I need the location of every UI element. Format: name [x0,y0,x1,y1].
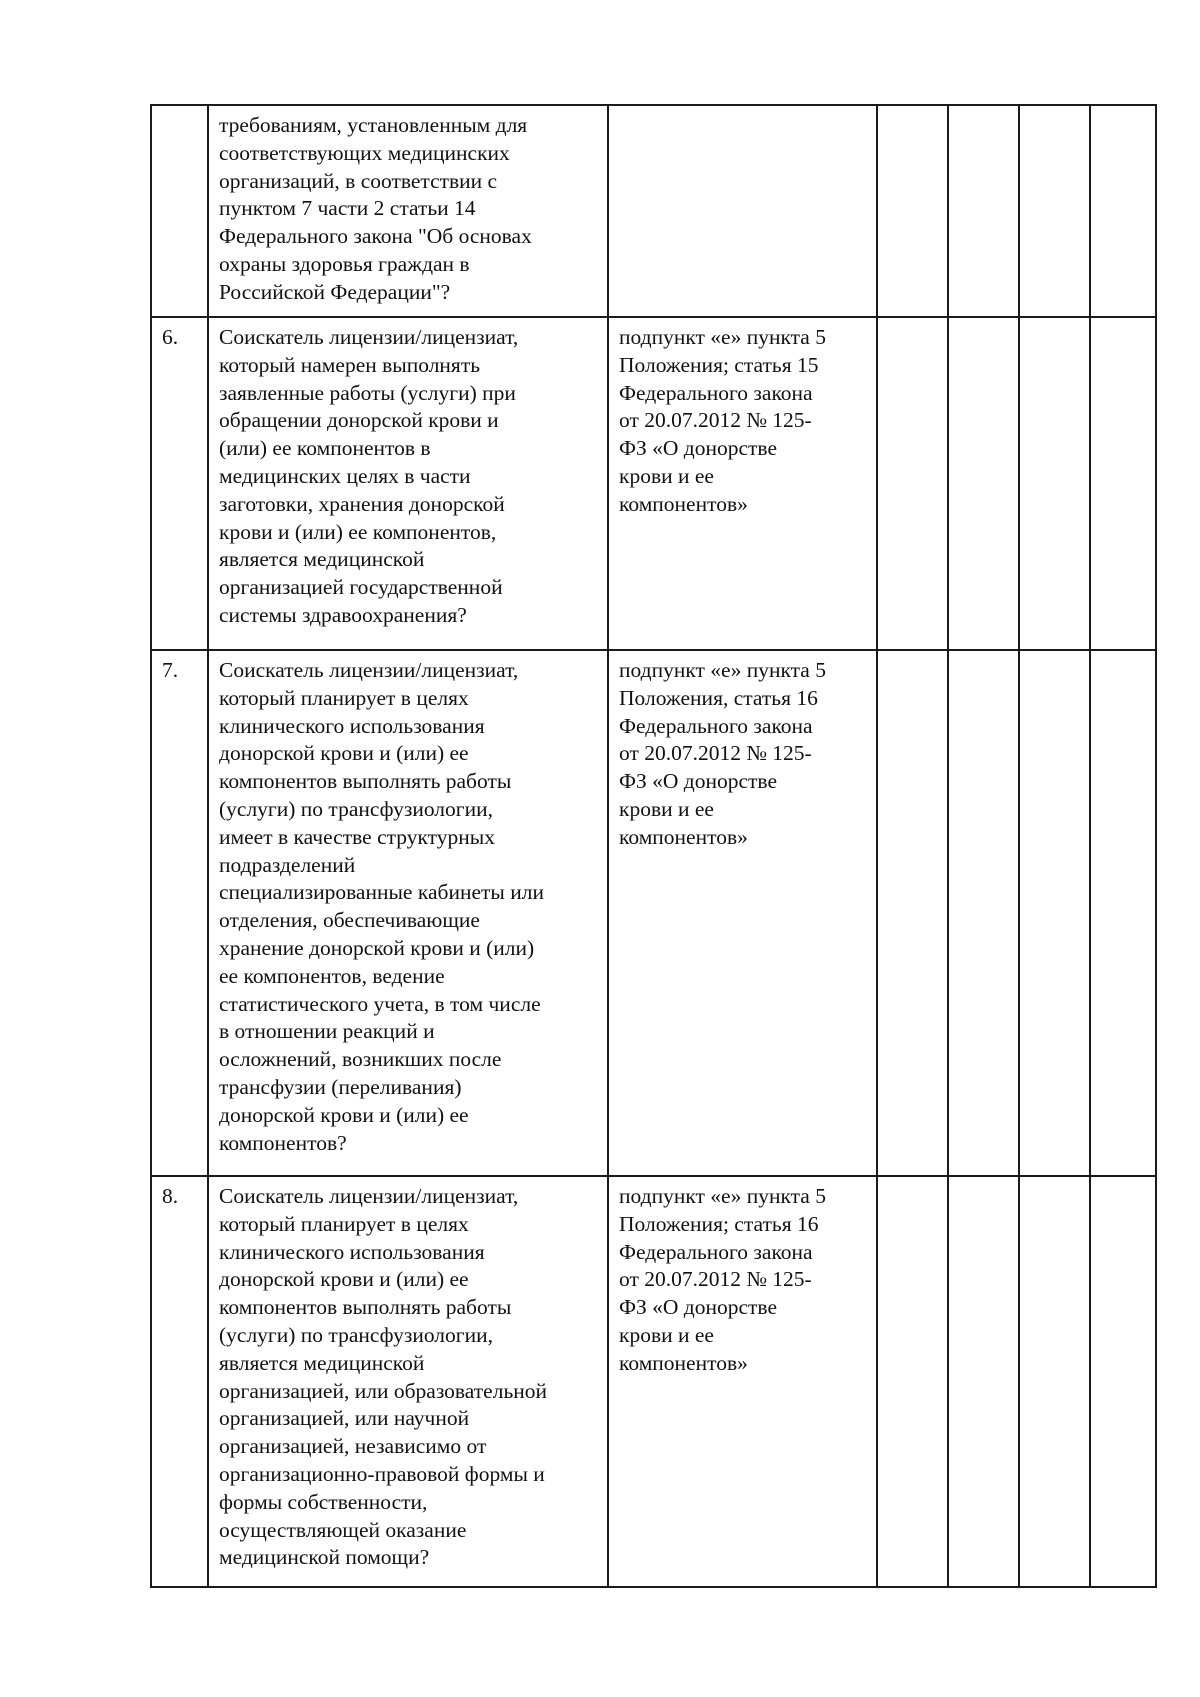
question-text-line: организаций, в соответствии с [219,168,498,193]
legal-basis-text-line: Положения; статья 15 [619,352,819,377]
table-row [151,650,1156,1176]
legal-basis-text-line: от 20.07.2012 № 125- [619,408,812,433]
table-row [151,105,1156,317]
question-text-line: трансфузии (переливания) [219,1074,462,1099]
legal-basis-cell [608,105,877,317]
answer-cell [1019,105,1090,317]
question-text-line: компонентов? [219,1130,347,1155]
question-text-line: является медицинской [219,547,425,572]
legal-basis-text-line: Положения; статья 16 [619,1211,819,1236]
question-text-line: (услуги) по трансфузиологии, [219,1322,493,1347]
legal-basis-text-line: компонентов» [619,491,748,516]
question-text-line: клинического использования [219,713,485,738]
answer-cell [877,317,948,650]
answer-cell [1019,1176,1090,1587]
table-row [151,317,1156,650]
question-text-line: заготовки, хранения донорской [219,491,505,516]
question-text-line: (услуги) по трансфузиологии, [219,796,493,821]
legal-basis-cell [608,1176,877,1587]
question-text-line: соответствующих медицинских [219,140,510,165]
question-text-line: организационно-правовой формы и [219,1461,545,1486]
answer-cell [1019,317,1090,650]
legal-basis-text-line: от 20.07.2012 № 125- [619,1267,812,1292]
question-cell [208,317,608,650]
row-number-cell [151,650,208,1176]
question-text-line: требованиям, установленным для [219,113,528,137]
answer-cell [1090,1176,1156,1587]
row-number: 8. [162,1184,179,1208]
answer-cell [948,105,1019,317]
question-text-line: организацией, или образовательной [219,1378,548,1403]
question-text-line: охраны здоровья граждан в [219,251,470,276]
answer-cell [948,317,1019,650]
answer-cell [1090,650,1156,1176]
legal-basis-text-line: Федерального закона [619,380,813,405]
answer-cell [948,650,1019,1176]
legal-basis-cell [608,317,877,650]
question-text-line: донорской крови и (или) ее [219,741,469,766]
question-text-line: Соискатель лицензии/лицензиат, [219,658,519,682]
question-text-line: медицинской помощи? [219,1545,430,1570]
question-text-line: пунктом 7 части 2 статьи 14 [219,196,476,221]
question-text-line: обращении донорской крови и [219,408,499,433]
question-text-line: организацией, независимо от [219,1434,487,1459]
question-text-line: донорской крови и (или) ее [219,1102,469,1127]
legal-basis-text-line: подпункт «е» пункта 5 [619,1184,826,1208]
row-number-cell [151,1176,208,1587]
row-number: 7. [162,658,179,682]
question-text-line: который планирует в целях [219,1211,469,1236]
question-text-line: организацией, или научной [219,1406,470,1431]
legal-basis-text-line: подпункт «е» пункта 5 [619,325,826,349]
question-text-line: в отношении реакций и [219,1019,435,1044]
answer-cell [1019,650,1090,1176]
table-row [151,1176,1156,1587]
question-text-line: организацией государственной [219,575,503,600]
row-number-cell [151,105,208,317]
question-text-line: который планирует в целях [219,685,469,710]
legal-basis-text-line: Федерального закона [619,713,813,738]
question-text-line: специализированные кабинеты или [219,880,544,905]
legal-basis-text-line: компонентов» [619,824,748,849]
legal-basis-text-line: компонентов» [619,1350,748,1375]
question-text-line: хранение донорской крови и (или) [219,935,535,960]
legal-basis-text-line: ФЗ «О донорстве [619,769,777,794]
checklist-page [150,104,1155,1588]
legal-basis-text-line: от 20.07.2012 № 125- [619,741,812,766]
question-text-line: Федерального закона "Об основах [219,224,532,249]
row-number: 6. [162,325,179,349]
question-text-line: Соискатель лицензии/лицензиат, [219,325,519,349]
legal-basis-text-line: Федерального закона [619,1239,813,1264]
question-text-line: компонентов выполнять работы [219,1295,512,1320]
question-text-line: Российской Федерации"? [219,279,451,304]
question-text-line: компонентов выполнять работы [219,769,512,794]
question-text-line: медицинских целях в части [219,463,471,488]
legal-basis-text-line: подпункт «е» пункта 5 [619,658,826,682]
row-number-cell [151,317,208,650]
checklist-table [150,104,1157,1588]
question-cell [208,105,608,317]
question-text-line: формы собственности, [219,1489,428,1514]
question-text-line: Соискатель лицензии/лицензиат, [219,1184,519,1208]
answer-cell [877,105,948,317]
answer-cell [877,650,948,1176]
question-text-line: донорской крови и (или) ее [219,1267,469,1292]
legal-basis-text-line: крови и ее [619,463,714,488]
legal-basis-cell [608,650,877,1176]
answer-cell [1090,317,1156,650]
question-text-line: подразделений [219,852,356,877]
question-text-line: осложнений, возникших после [219,1047,502,1072]
legal-basis-text-line: Положения, статья 16 [619,685,818,710]
question-text-line: (или) ее компонентов в [219,436,431,461]
question-text-line: крови и (или) ее компонентов, [219,519,497,544]
question-text-line: имеет в качестве структурных [219,824,495,849]
legal-basis-text-line: крови и ее [619,796,714,821]
question-text-line: заявленные работы (услуги) при [219,380,516,405]
question-text-line: системы здравоохранения? [219,602,467,627]
question-cell [208,1176,608,1587]
question-text-line: ее компонентов, ведение [219,963,445,988]
question-text-line: статистического учета, в том числе [219,991,541,1016]
legal-basis-text-line: крови и ее [619,1322,714,1347]
answer-cell [948,1176,1019,1587]
question-text-line: осуществляющей оказание [219,1517,467,1542]
question-text-line: клинического использования [219,1239,485,1264]
question-cell [208,650,608,1176]
legal-basis-text-line: ФЗ «О донорстве [619,1295,777,1320]
answer-cell [1090,105,1156,317]
legal-basis-text-line: ФЗ «О донорстве [619,436,777,461]
question-text-line: который намерен выполнять [219,352,481,377]
question-text-line: является медицинской [219,1350,425,1375]
answer-cell [877,1176,948,1587]
question-text-line: отделения, обеспечивающие [219,908,480,933]
